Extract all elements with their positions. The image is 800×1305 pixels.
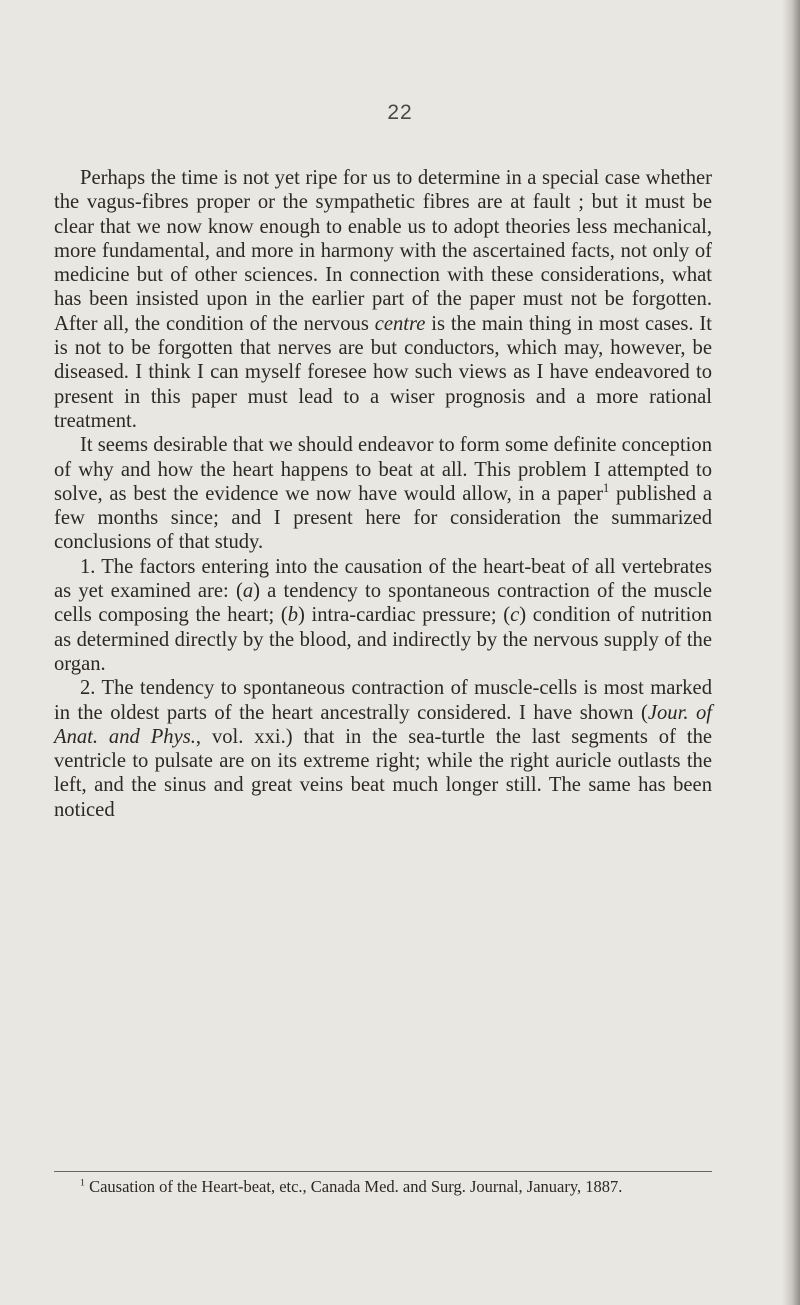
- paragraph-1: [54, 166, 712, 433]
- paragraph-3-part-3: ) intra-cardiac pressure; (: [298, 604, 511, 627]
- paragraph-2-part-2: published a few months since; and I present here for consideration the summarized conclusions of that study.: [54, 482, 712, 554]
- paragraph-4-part-1: 2. The tendency to spontaneous contraction of muscle-cells is most marked in the oldest parts of the heart ancestrally considered. I have shown (: [54, 677, 712, 724]
- paragraph-1-part-1: Perhaps the time is not yet ripe for us to determine in a special case whether the vagus-fibres proper or the sympathetic fibres are at fault ; but it must be clear that we now know enough to enable us to adopt theories less mechanical, more fundamental, and more in harmony with the ascertained facts, not only of medicine but of other sciences. In connection with these considerations, what has been insisted upon in the earlier part of the paper must not be forgotten. After all, the condition of the nervous: [54, 167, 712, 335]
- paragraph-2: [54, 433, 712, 554]
- paragraph-3-part-1: 1. The factors entering into the causation of the heart-beat of all vertebrates as yet examined are: (: [54, 555, 712, 603]
- page-edge-shadow: [782, 0, 800, 1305]
- paragraph-3-part-4: ) condition of nutrition as determined directly by the blood, and indirectly by the nervous supply of the organ.: [54, 604, 712, 675]
- item-letter-c: c: [510, 604, 520, 627]
- footnote: [54, 1177, 712, 1196]
- footnote-divider: [54, 1171, 712, 1172]
- page-number: 22: [387, 101, 413, 124]
- footnote-reference: 1: [603, 481, 610, 495]
- footnote-marker: 1: [80, 1177, 85, 1189]
- paragraph-2-part-1: It seems desirable that we should endeavor to form some definite conception of why and how the heart happens to beat at all. This problem I attempted to solve, as best the evidence we now have would allow, in a paper: [54, 434, 712, 505]
- footnote-text: Causation of the Heart-beat, etc., Canada Med. and Surg. Journal, January, 1887.: [84, 1177, 623, 1196]
- emphasis-centre: centre: [374, 312, 426, 335]
- paragraph-4-part-2: , vol. xxi.) that in the sea-turtle the last segments of the ventricle to pulsate are on its extreme right; while the right auricle outlasts the left, and the sinus and great veins beat much longer still. The same has been noticed: [54, 725, 713, 821]
- paragraph-1-part-2: is the main thing in most cases. It is not to be forgotten that nerves are but conductors, which may, however, be diseased. I think I can myself foresee how such views as I have endeavored to present in this paper must lead to a wiser prognosis and a more rational treatment.: [54, 312, 713, 432]
- item-letter-b: b: [287, 604, 298, 627]
- paragraph-3-part-2: ) a tendency to spontaneous contraction of the muscle cells composing the heart; (: [54, 580, 712, 627]
- body-text: [54, 166, 712, 822]
- paragraph-3: [54, 555, 712, 676]
- item-letter-a: a: [242, 580, 254, 603]
- journal-citation: Jour. of Anat. and Phys.: [54, 701, 712, 748]
- paragraph-4: [54, 676, 712, 822]
